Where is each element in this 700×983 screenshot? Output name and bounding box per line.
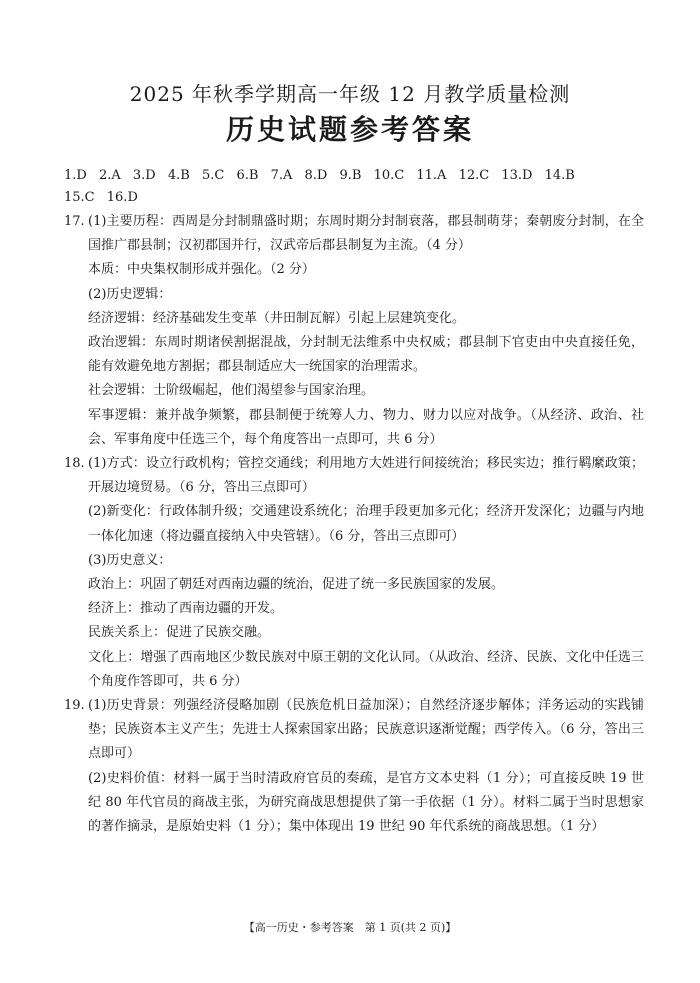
paragraph: 民族关系上：促进了民族交融。 [88,625,271,641]
answer-item: 4.B [167,168,190,183]
choice-answers [64,165,644,209]
question-number: 17. [64,214,85,229]
answer-item: 15.C [64,190,95,205]
page-footer: 【高一历史・参考答案 第 1 页(共 2 页)】 [243,921,457,934]
answer-item: 1.D [64,168,87,183]
paragraph: 本质：中央集权制形成并强化。（2 分） [88,262,315,278]
answer-key-title: 历史试题参考答案 [225,113,474,146]
paragraph: (2)史料价值：材料一属于当时清政府官员的奏疏，是官方文本史料（1 分）；可直接反映 19 世纪 80 年代官员的商战主张，为研究商战思想提供了第一手依据（1 分）。材料二属于当时思想家的著作摘录，是原始史料（1 分）；集中体现出 19 世纪 90 年代系统的商战思想。（1 分） [88,770,644,835]
question-18 [64,452,644,694]
paragraph: (3)历史意义： [88,552,172,568]
answer-item: 7.A [270,168,293,183]
paragraph: 经济上：推动了西南边疆的开发。 [88,601,284,617]
paragraph: (1)方式：设立行政机构；管控交通线；利用地方大姓进行间接统治；移民实边；推行羁縻政策；开展边境贸易。（6 分，答出三点即可） [88,456,644,496]
question-17 [64,210,644,452]
paragraph: 社会逻辑：士阶级崛起，他们渴望参与国家治理。 [88,383,375,399]
answer-item: 13.D [501,168,533,183]
paragraph: 军事逻辑：兼并战争频繁，郡县制便于统筹人力、物力、财力以应对战争。（从经济、政治、社会、军事角度中任选三个，每个角度答出一点即可，共 6 分） [88,407,644,447]
answer-item: 5.C [201,168,225,183]
answer-item: 6.B [236,168,259,183]
question-19 [64,694,644,839]
exam-title: 2025 年秋季学期高一年级 12 月教学质量检测 [129,82,571,106]
question-number: 19. [64,698,85,714]
paragraph: 文化上：增强了西南地区少数民族对中原王朝的文化认同。（从政治、经济、民族、文化中任选三个角度作答即可，共 6 分） [88,649,644,689]
choice-answers-row-1 [64,165,644,187]
paragraph: 政治上：巩固了朝廷对西南边疆的统治，促进了统一多民族国家的发展。 [88,577,505,593]
paragraph: 经济逻辑：经济基础发生变革（井田制瓦解）引起上层建筑变化。 [88,310,466,326]
answer-item: 10.C [373,168,405,183]
answer-item: 14.B [544,168,575,183]
answer-item: 9.B [339,168,362,183]
paragraph: (2)新变化：行政体制升级；交通建设系统化；治理手段更加多元化；经济开发深化；边疆与内地一体化加速（将边疆直接纳入中央管辖）。（6 分，答出三点即可） [88,504,644,544]
answer-item: 11.A [416,168,447,183]
answer-body [64,210,644,839]
paragraph: (1)主要历程：西周是分封制鼎盛时期；东周时期分封制衰落，郡县制萌芽；秦朝废分封制，在全国推广郡县制；汉初郡国并行，汉武帝后郡县制复为主流。（4 分） [88,214,644,254]
paragraph: 政治逻辑：东周时期诸侯割据混战，分封制无法维系中央权威；郡县制下官吏由中央直接任免，能有效避免地方割据；郡县制适应大一统国家的治理需求。 [88,335,644,375]
answer-item: 8.D [304,168,328,183]
answer-item: 16.D [106,190,138,205]
question-number: 18. [64,456,85,472]
answer-item: 3.D [132,168,156,183]
choice-answers-row-2 [64,187,644,209]
paragraph: (2)历史逻辑： [88,286,172,302]
paragraph: (1)历史背景：列强经济侵略加剧（民族危机日益加深）；自然经济逐步解体；洋务运动的实践铺垫；民族资本主义产生；先进士人探索国家出路；民族意识逐渐觉醒；西学传入。（6 分，答出三点即可） [88,698,644,762]
answer-item: 12.C [458,168,490,183]
answer-item: 2.A [98,168,121,183]
